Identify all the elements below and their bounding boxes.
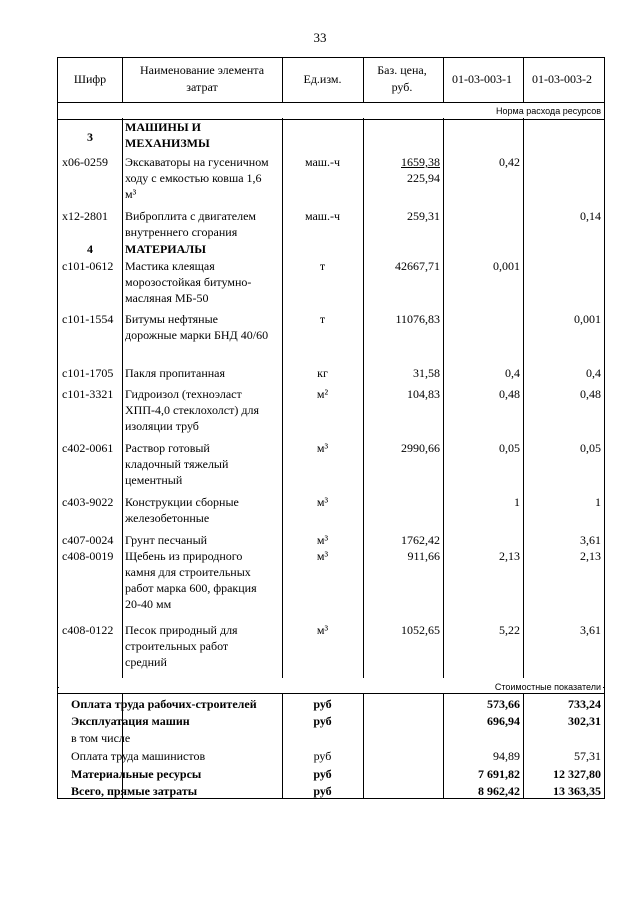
row-v1: 5,22 [499,623,520,637]
total-v2: 57,31 [574,749,601,763]
row-v2: 0,14 [580,209,601,223]
total-unit: руб [313,714,332,728]
row-code: с403-9022 [62,495,114,509]
row-code: х12-2801 [62,209,108,223]
row-unit: м³ [316,549,329,563]
row-name: Конструкции сборные [125,495,239,509]
row-price: 1659,38 [401,155,440,169]
row-name: Мастика клеящая [125,259,215,273]
row-v1: 2,13 [499,549,520,563]
row-name: Пакля пропитанная [125,366,226,380]
header-unit: Ед.изм. [303,72,342,86]
row-name: ХПП-4,0 стеклохолст) для [125,403,259,417]
total-v1: 573,66 [487,697,520,711]
row-v1: 0,001 [493,259,520,273]
norm-label: Норма расхода ресурсов [496,106,601,116]
header-col2: 01-03-003-2 [532,72,592,86]
row-v1: 1 [514,495,520,509]
row-price-2: 225,94 [407,171,440,185]
total-label: Оплата труда рабочих-строителей [71,697,257,711]
total-v1: 8 962,42 [478,784,520,798]
row-name: Экскаваторы на гусеничном [125,155,269,169]
row-code: с101-0612 [62,259,114,273]
row-price: 2990,66 [401,441,440,455]
header-name-2: затрат [186,80,218,94]
row-code: с101-3321 [62,387,114,401]
row-v2: 2,13 [580,549,601,563]
row-name: камня для строительных [125,565,251,579]
row-v2: 1 [595,495,601,509]
row-name: работ марка 600, фракция [125,581,257,595]
row-name: Гидроизол (техноэласт [125,387,242,401]
row-code: с407-0024 [62,533,114,547]
row-price: 42667,71 [395,259,440,273]
row-name: кладочный тяжелый [125,457,229,471]
header-price-2: руб. [391,80,413,94]
row-name: ходу с емкостью ковша 1,6 [125,171,262,185]
total-unit: руб [313,749,332,763]
row-name: цементный [125,473,183,487]
row-unit: маш.-ч [304,209,341,223]
row-unit: м³ [316,441,329,455]
row-code: с402-0061 [62,441,114,455]
section-title: МАШИНЫ И [125,120,201,134]
total-v2: 302,31 [568,714,601,728]
total-v1: 7 691,82 [478,767,520,781]
row-unit: кг [317,366,328,380]
row-name: дорожные марки БНД 40/60 [125,328,269,342]
row-price: 259,31 [407,209,440,223]
row-v2: 3,61 [580,623,601,637]
row-v2: 0,4 [586,366,601,380]
total-v2: 733,24 [568,697,601,711]
total-v1: 696,94 [487,714,520,728]
total-v1: 94,89 [493,749,520,763]
total-unit: руб [313,784,332,798]
row-v2: 0,48 [580,387,601,401]
section-number: 4 [87,242,93,256]
total-label: Всего, прямые затраты [71,784,198,798]
row-name: масляная МБ-50 [125,291,209,305]
row-price: 1052,65 [401,623,440,637]
total-label: в том числе [71,731,131,745]
total-v2: 12 327,80 [553,767,601,781]
row-v1: 0,42 [499,155,520,169]
row-name: Виброплита с двигателем [125,209,257,223]
row-name: изоляции труб [125,419,199,433]
row-v2: 3,61 [580,533,601,547]
total-unit: руб [313,767,332,781]
row-code: х06-0259 [62,155,108,169]
page-number: 33 [313,30,327,45]
row-unit: т [319,312,326,326]
header-name-1: Наименование элемента [139,63,265,77]
row-unit: м³ [316,623,329,637]
row-name: Песок природный для [125,623,238,637]
cost-label: Стоимостные показатели [494,682,601,692]
total-label: Оплата труда машинистов [71,749,206,763]
header-code: Шифр [73,72,107,86]
row-v2: 0,05 [580,441,601,455]
row-name: Грунт песчаный [125,533,208,547]
row-unit: т [319,259,326,273]
header-col1: 01-03-003-1 [452,72,512,86]
row-name: строительных работ [125,639,229,653]
row-name: морозостойкая битумно- [125,275,252,289]
total-label: Эксплуатация машин [71,714,190,728]
row-name: средний [125,655,167,669]
row-code: с101-1705 [62,366,114,380]
row-name: Щебень из природного [125,549,243,563]
row-price: 104,83 [407,387,440,401]
total-label: Материальные ресурсы [71,767,202,781]
row-unit: м³ [316,495,329,509]
row-name: железобетонные [125,511,210,525]
section-title: МАТЕРИАЛЫ [125,242,206,256]
row-name: м³ [125,187,137,201]
row-code: с101-1554 [62,312,114,326]
row-name: Раствор готовый [125,441,210,455]
row-name: 20-40 мм [125,597,172,611]
total-unit: руб [313,697,332,711]
row-v1: 0,05 [499,441,520,455]
row-v2: 0,001 [574,312,601,326]
row-name: внутреннего сгорания [125,225,238,239]
row-unit: маш.-ч [304,155,341,169]
row-unit: м² [316,387,329,401]
row-v1: 0,48 [499,387,520,401]
row-price: 911,66 [407,549,440,563]
row-v1: 0,4 [505,366,520,380]
row-price: 11076,83 [395,312,440,326]
row-price: 31,58 [413,366,440,380]
row-code: с408-0122 [62,623,114,637]
row-code: с408-0019 [62,549,114,563]
section-number: 3 [87,130,93,144]
total-v2: 13 363,35 [553,784,601,798]
section-title: МЕХАНИЗМЫ [125,136,210,150]
row-price: 1762,42 [401,533,440,547]
row-unit: м³ [316,533,329,547]
row-name: Битумы нефтяные [125,312,218,326]
header-price-1: Баз. цена, [377,63,427,77]
